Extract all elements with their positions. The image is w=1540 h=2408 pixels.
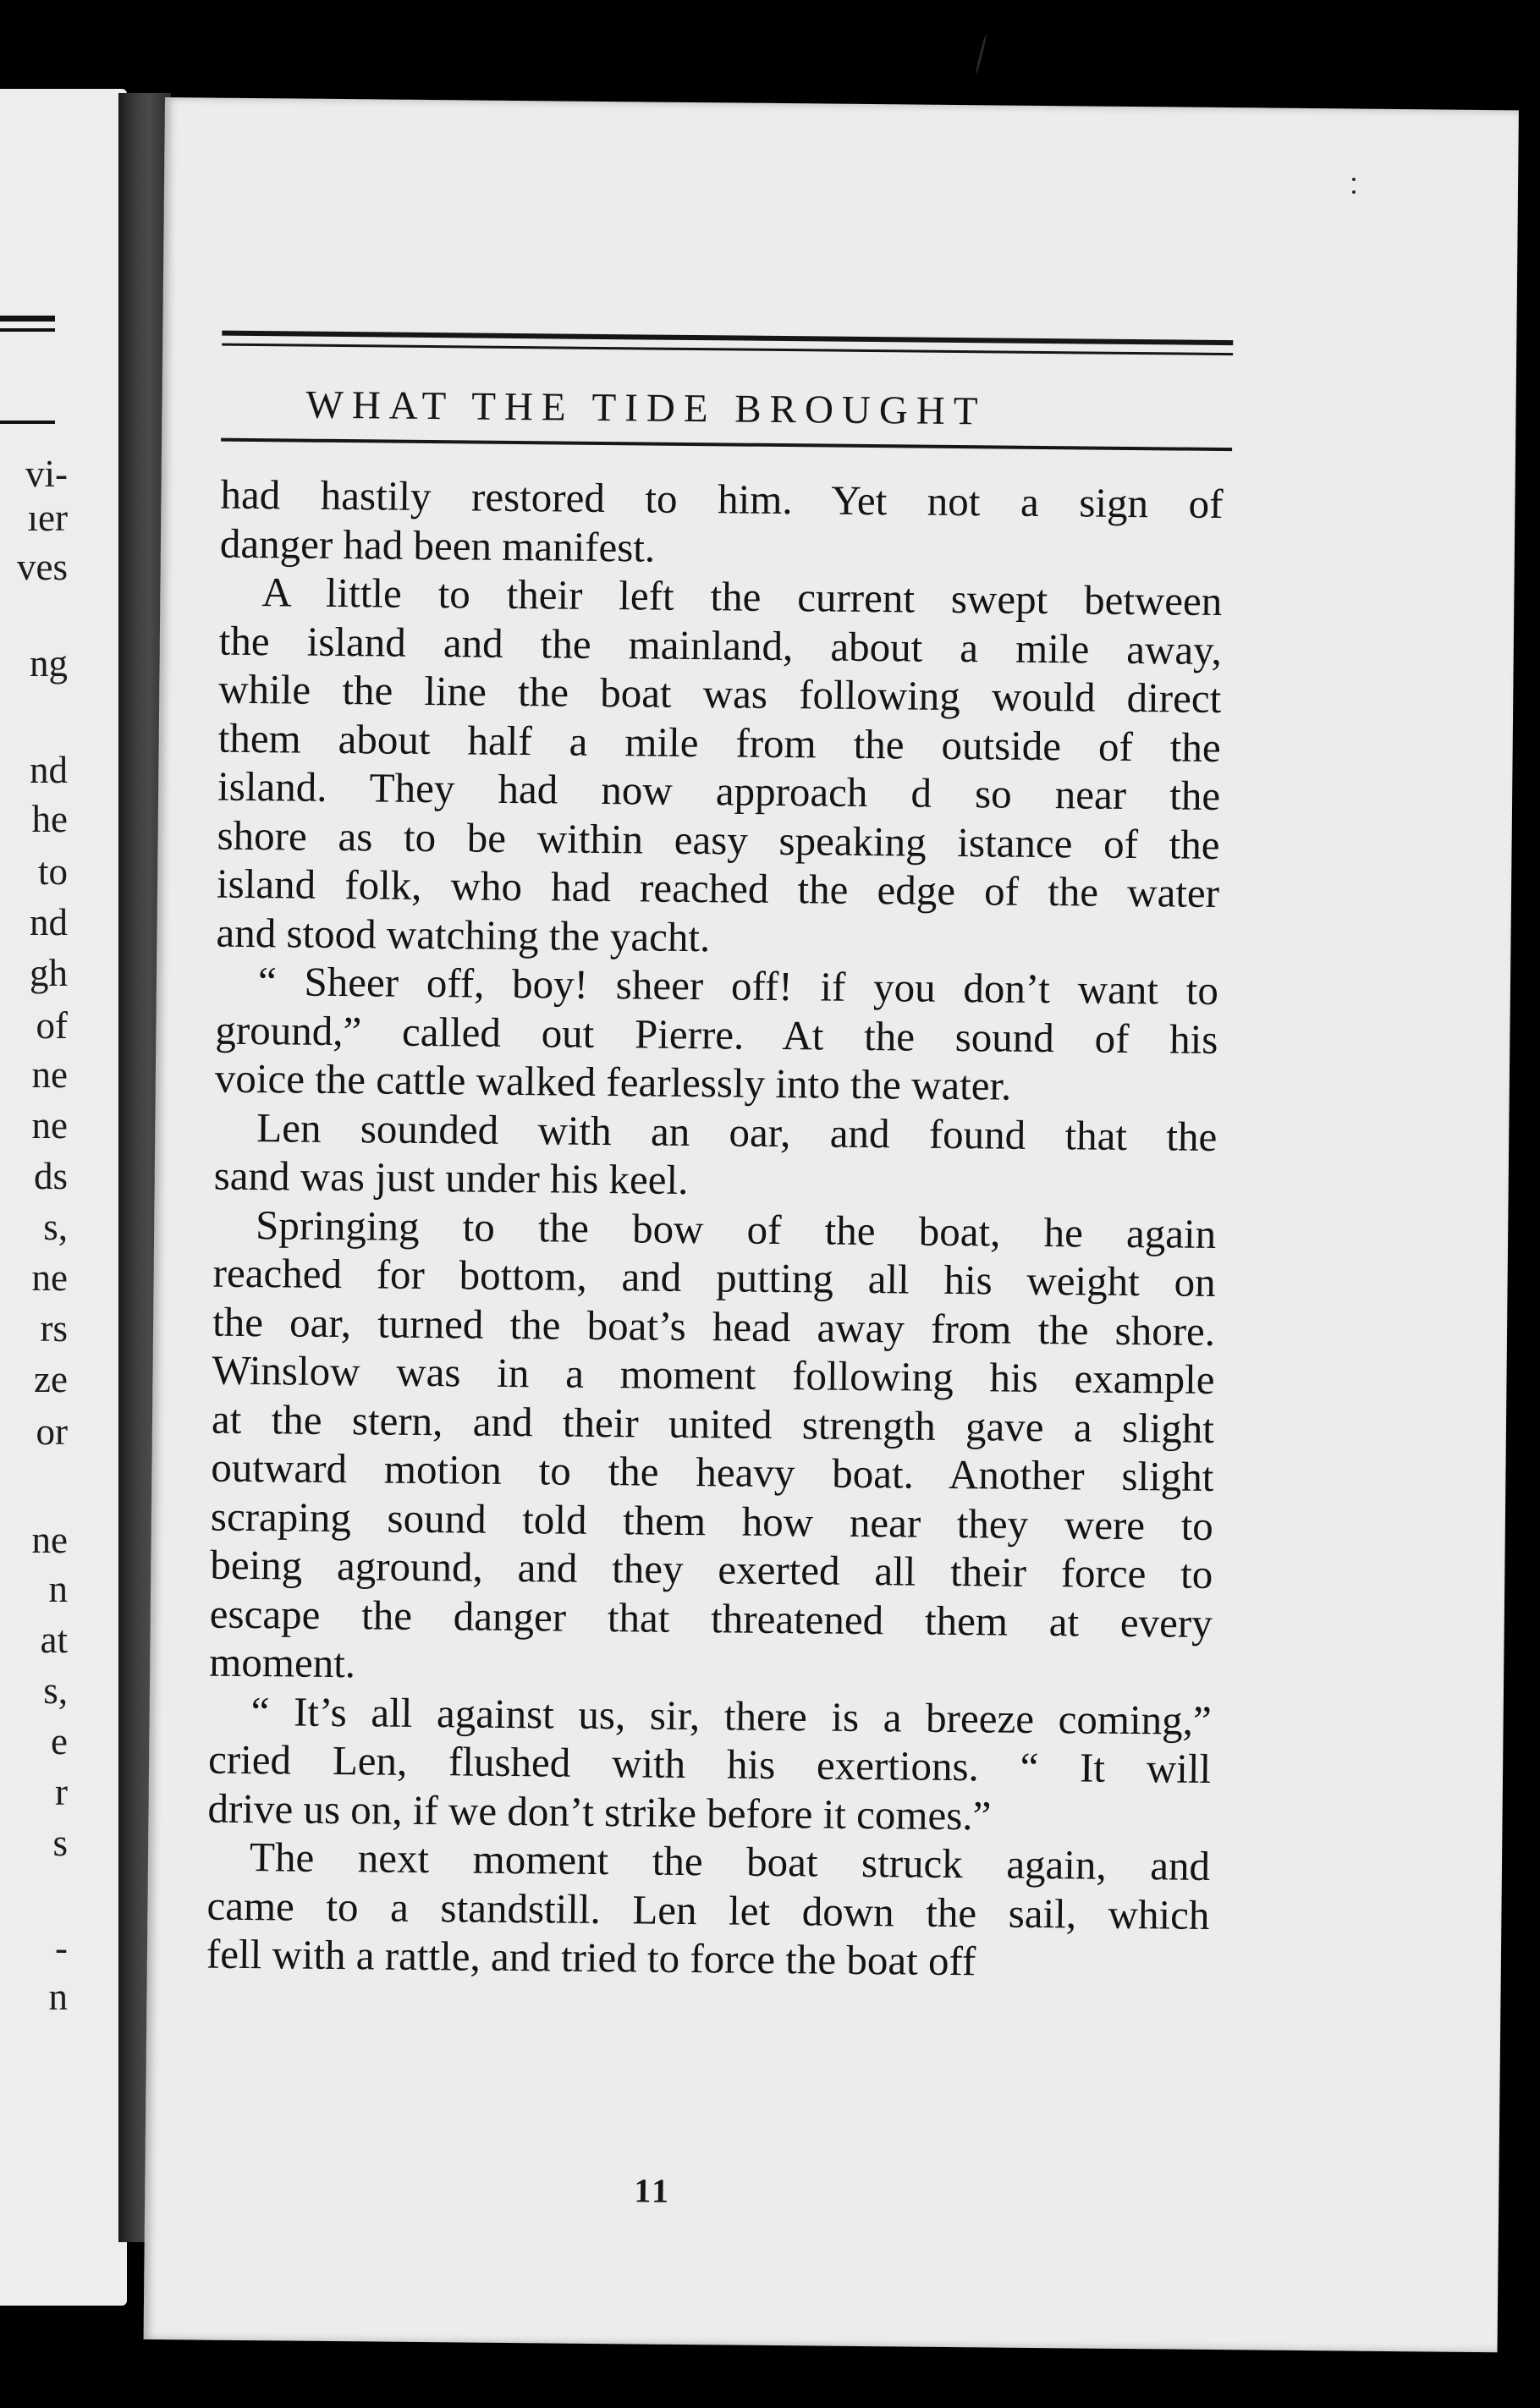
facing-page-fragment: or bbox=[36, 1410, 68, 1453]
facing-page-fragment: ne bbox=[31, 1256, 68, 1299]
header-rule-bottom bbox=[221, 438, 1232, 451]
text-line: reached for bottom, and putting all his weight on bbox=[212, 1249, 1216, 1306]
facing-page-fragment: nd bbox=[30, 901, 68, 943]
header-rule-top bbox=[222, 331, 1233, 345]
facing-page-fragment: rs bbox=[40, 1307, 68, 1350]
text-line: danger had been manifest. bbox=[219, 520, 656, 571]
text-line: shore as to be within easy speaking istance of the bbox=[217, 811, 1220, 868]
facing-page-fragment: ves bbox=[17, 546, 68, 588]
text-line: at the stern, and their united strength gave a slight bbox=[211, 1395, 1215, 1452]
paragraph bbox=[206, 1833, 1211, 1988]
text-line: while the line the boat was following would direct bbox=[218, 665, 1222, 723]
facing-page-fragment: ze bbox=[34, 1358, 68, 1400]
text-line: ground,” called out Pierre. At the sound of his bbox=[215, 1006, 1218, 1063]
text-line: Len sounded with an oar, and found that the bbox=[256, 1103, 1218, 1160]
text-line: the island and the mainland, about a mile away, bbox=[218, 617, 1223, 673]
facing-page-fragment: gh bbox=[30, 952, 68, 994]
text-line: moment. bbox=[208, 1638, 356, 1687]
text-line: sand was just under his keel. bbox=[213, 1152, 689, 1203]
text-line: outward motion to the heavy boat. Another slight bbox=[211, 1443, 1214, 1500]
header-rule-double bbox=[222, 344, 1233, 355]
page-number: 11 bbox=[634, 2171, 672, 2210]
text-line: island folk, who had reached the edge of the water bbox=[216, 860, 1220, 917]
text-line: and stood watching the yacht. bbox=[216, 909, 711, 960]
text-line: them about half a mile from the outside of the bbox=[217, 714, 1221, 771]
paragraph bbox=[209, 1200, 1216, 1696]
paragraph bbox=[207, 1686, 1212, 1842]
facing-page-rule bbox=[0, 328, 55, 332]
running-head: WHAT THE TIDE BROUGHT bbox=[305, 382, 987, 434]
paragraph bbox=[216, 568, 1222, 966]
paragraph bbox=[220, 470, 1224, 577]
text-line: fell with a rattle, and tried to force the boat off bbox=[206, 1930, 976, 1985]
facing-page-fragment: r bbox=[55, 1771, 68, 1813]
text-line: Winslow was in a moment following his example bbox=[212, 1346, 1215, 1403]
paragraph bbox=[215, 957, 1219, 1113]
facing-page-fragment: e bbox=[51, 1720, 68, 1762]
text-line: came to a standstill. Len let down the sail, which bbox=[206, 1882, 1210, 1938]
text-line: escape the danger that threatened them at every bbox=[209, 1590, 1213, 1647]
facing-page-fragment: ne bbox=[31, 1053, 68, 1096]
text-line: drive us on, if we don’t strike before it comes.” bbox=[207, 1784, 992, 1839]
facing-page-rule bbox=[0, 316, 55, 322]
facing-page-fragment: vi- bbox=[25, 453, 68, 495]
text-line: cried Len, flushed with his exertions. “ It will bbox=[207, 1735, 1212, 1792]
text-line: A little to their left the current swept between bbox=[261, 569, 1223, 625]
facing-page-fragment: he bbox=[31, 798, 68, 840]
facing-page-fragment: at bbox=[40, 1619, 68, 1661]
text-line: The next moment the boat struck again, and bbox=[249, 1833, 1211, 1889]
facing-page-rule bbox=[0, 421, 55, 424]
text-line: Springing to the bow of the boat, he again bbox=[255, 1201, 1217, 1257]
text-line: had hastily restored to him. Yet not a sign of bbox=[220, 470, 1224, 528]
facing-page-fragment: ne bbox=[31, 1104, 68, 1146]
body-text bbox=[206, 470, 1224, 1988]
text-line: the oar, turned the boat’s head away from the shore. bbox=[212, 1298, 1216, 1355]
scan-speck bbox=[1352, 190, 1356, 194]
facing-page-fragment: s bbox=[52, 1822, 68, 1864]
facing-page-edge bbox=[0, 89, 127, 2306]
scan-speck bbox=[1352, 178, 1356, 181]
facing-page-fragment: s, bbox=[43, 1206, 68, 1248]
facing-page-fragment: of bbox=[36, 1004, 68, 1047]
facing-page-fragment: n bbox=[48, 1976, 68, 2018]
scan-speck bbox=[975, 34, 987, 74]
text-line: voice the cattle walked fearlessly into the water. bbox=[214, 1054, 1012, 1109]
text-line: scraping sound told them how near they were to bbox=[210, 1493, 1214, 1549]
facing-page-fragment: - bbox=[55, 1927, 68, 1969]
facing-page-fragment: ng bbox=[30, 642, 68, 684]
paragraph bbox=[213, 1102, 1217, 1209]
facing-page-fragment: s, bbox=[43, 1669, 68, 1712]
text-line: island. They had now approach d so near the bbox=[217, 762, 1221, 820]
facing-page-fragment: to bbox=[37, 850, 68, 893]
facing-page-fragment: nd bbox=[30, 749, 68, 791]
facing-page-fragment: ds bbox=[33, 1155, 68, 1197]
text-line: being aground, and they exerted all their force to bbox=[210, 1541, 1213, 1597]
facing-page-fragment: ne bbox=[31, 1519, 68, 1561]
facing-page-fragment: ıer bbox=[27, 497, 68, 539]
book-page bbox=[144, 97, 1519, 2352]
text-line: “ It’s all against us, sir, there is a breeze coming,” bbox=[250, 1687, 1212, 1744]
text-line: “ Sheer off, boy! sheer off! if you don’t want to bbox=[257, 958, 1219, 1014]
facing-page-fragment: n bbox=[48, 1568, 68, 1610]
